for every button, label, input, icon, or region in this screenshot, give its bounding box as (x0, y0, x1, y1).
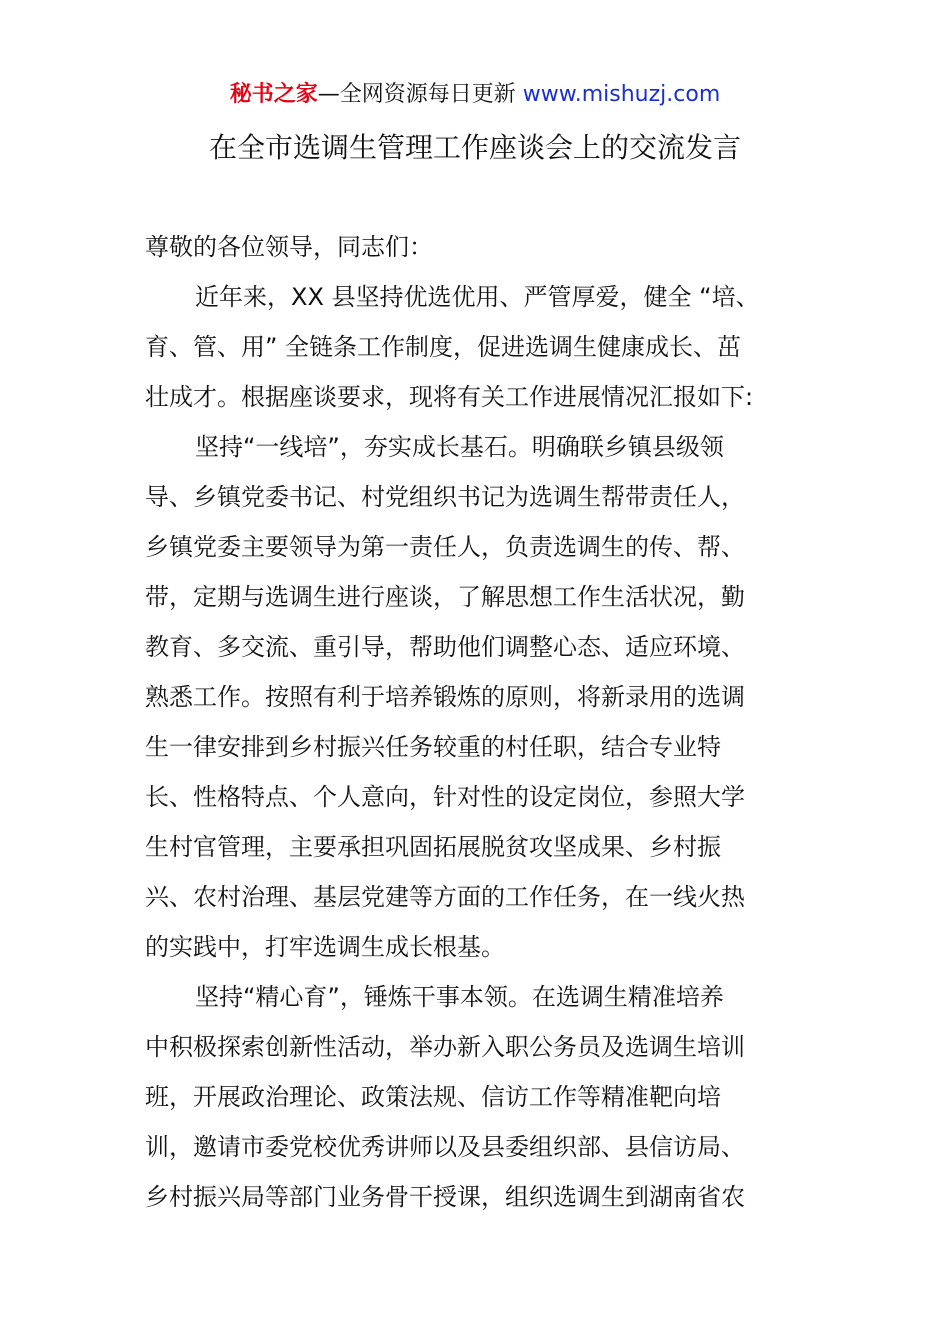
body-line: 乡镇党委主要领导为第一责任人，负责选调生的传、帮、 (145, 533, 745, 561)
body-line: 生村官管理，主要承担巩固拓展脱贫攻坚成果、乡村振 (145, 833, 721, 861)
body-line: 熟悉工作。按照有利于培养锻炼的原则，将新录用的选调 (145, 683, 745, 711)
body-line: 导、乡镇党委书记、村党组织书记为选调生帮带责任人， (145, 483, 745, 511)
body-line: 带，定期与选调生进行座谈，了解思想工作生活状况，勤 (145, 583, 745, 611)
body-line: 中积极探索创新性活动，举办新入职公务员及选调生培训 (145, 1033, 745, 1061)
site-banner (0, 80, 950, 110)
body-line: 班，开展政治理论、政策法规、信访工作等精准靶向培 (145, 1083, 721, 1111)
body-line: 教育、多交流、重引导，帮助他们调整心态、适应环境、 (145, 633, 745, 661)
document-body (145, 222, 810, 1222)
body-line: 近年来，XX 县坚持优选优用、严管厚爱，健全 “培、 (195, 283, 760, 311)
body-line: 训，邀请市委党校优秀讲师以及县委组织部、县信访局、 (145, 1133, 745, 1161)
body-line: 兴、农村治理、基层党建等方面的工作任务，在一线火热 (145, 883, 745, 911)
body-line: 坚持“精心育”，锤炼干事本领。在选调生精准培养 (195, 983, 724, 1011)
body-line: 乡村振兴局等部门业务骨干授课，组织选调生到湖南省农 (145, 1183, 745, 1211)
body-line: 生一律安排到乡村振兴任务较重的村任职，结合专业特 (145, 733, 721, 761)
body-line: 长、性格特点、个人意向，针对性的设定岗位，参照大学 (145, 783, 745, 811)
salutation-line: 尊敬的各位领导，同志们： (145, 233, 433, 261)
document-title: 在全市选调生管理工作座谈会上的交流发言 (208, 131, 741, 164)
body-line: 壮成才。根据座谈要求，现将有关工作进展情况汇报如下: (145, 383, 754, 411)
body-line: 育、管、用” 全链条工作制度，促进选调生健康成长、茁 (145, 333, 742, 361)
brand-name: 秘书之家 (229, 82, 318, 107)
site-url-link[interactable]: www.mishuzj.com (522, 82, 721, 107)
banner-tagline: —全网资源每日更新 (317, 82, 523, 107)
body-line: 的实践中，打牢选调生成长根基。 (145, 933, 505, 961)
body-line: 坚持“一线培”，夯实成长基石。明确联乡镇县级领 (195, 433, 724, 461)
